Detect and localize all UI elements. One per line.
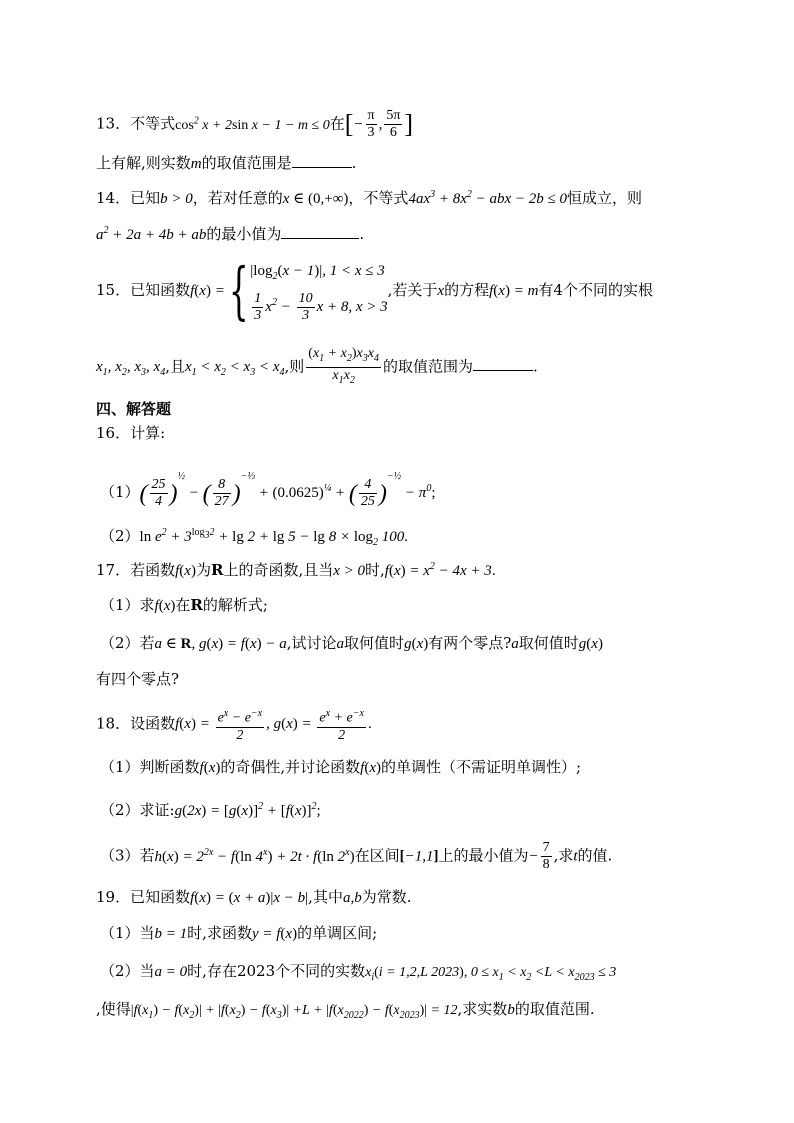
- question-14-line-2: [96, 220, 704, 246]
- text: ,试讨论: [286, 634, 337, 652]
- text: 在: [175, 596, 191, 614]
- formula: −: [528, 848, 539, 865]
- text: 的取值范围是: [201, 154, 292, 172]
- formula: a = 0: [154, 964, 188, 980]
- text: t: [573, 848, 578, 865]
- text: 上的奇函数,且当: [223, 561, 334, 579]
- text: a: [336, 636, 345, 652]
- question-18-part-3: [100, 840, 704, 873]
- text: .: [359, 225, 365, 243]
- text: 的单调区间;: [297, 924, 378, 942]
- question-14-line-1: [96, 184, 704, 210]
- part-label: （2）求证:: [100, 801, 175, 819]
- text: 时,求函数: [187, 924, 252, 942]
- text: 取何值时: [518, 634, 579, 652]
- text: 计算:: [130, 424, 166, 442]
- section-heading: 四、解答题: [96, 400, 172, 418]
- question-17-part-2-cont: [96, 668, 704, 690]
- text: R: [210, 561, 224, 579]
- formula: x > 0: [333, 563, 365, 579]
- formula: $a^2 + 2a + 4b$ + ab: [96, 225, 207, 243]
- part-label: （1）当: [100, 924, 155, 942]
- part-label: （3）若: [100, 846, 155, 865]
- formula: x ∈ (0,+∞): [282, 191, 349, 207]
- formula: [−1,1]: [399, 848, 439, 865]
- text: 不等式: [130, 114, 176, 133]
- formula: f(x) = $\frac{e^x - e^{-x}}{2}$ , g(x) = $\frac{e^x + e^{-x}}{2}$ .: [175, 708, 372, 743]
- text: ，若对任意的: [192, 189, 283, 207]
- text: b: [507, 1002, 515, 1018]
- answer-blank: [292, 153, 352, 168]
- answer-blank: [473, 356, 533, 371]
- text: ,则: [284, 357, 305, 376]
- formula: a ∈ R, g(x) = f(x) − a: [154, 636, 287, 652]
- formula: b > 0: [160, 191, 193, 207]
- formula: $\frac{\pi}{3}$: [367, 108, 375, 140]
- formula: $h(x) = 2^{2x} - f(\ln$ $4^x) + 2t \cdot f(\ln$ 2$^x$): [154, 846, 355, 865]
- question-number: 13．: [96, 114, 131, 133]
- question-number: 19．: [96, 888, 131, 906]
- text: 若函数: [130, 561, 176, 579]
- text: 有4个不同的实根: [538, 281, 653, 300]
- text: 上有解,则实数: [96, 154, 191, 172]
- question-16-line-1: [96, 422, 704, 444]
- text: 的单调性（不需证明单调性）;: [381, 758, 582, 776]
- text: 为: [195, 561, 211, 579]
- question-17-part-2: [100, 632, 704, 655]
- text: .: [532, 357, 538, 376]
- text: 的奇偶性,并讨论函数: [220, 758, 361, 776]
- part-label: （1）求: [100, 596, 155, 614]
- formula: $x_1$, $x_2$, $x_3$, $x_4$: [96, 359, 166, 379]
- text: ,使得: [96, 1000, 131, 1018]
- text: a: [511, 636, 519, 652]
- formula: $x_i(i = 1,2,L$ 2023), $0 \le x_1 < x_2 <L < x_{2023} \le 3$: [365, 965, 617, 983]
- text: m: [190, 156, 202, 172]
- text: 有两个零点?: [428, 634, 512, 652]
- part-label: （2）当: [100, 962, 155, 980]
- question-15-line-1: [96, 254, 653, 328]
- question-18-part-1: [100, 756, 704, 779]
- text: 时,存在2023个不同的实数: [187, 962, 366, 980]
- question-number: 18．: [96, 714, 131, 733]
- text: ,且: [165, 357, 185, 376]
- text: 为常数.: [361, 888, 412, 906]
- formula: $\frac{(x_1 + x_2)x_3x_4}{x_1x_2}$: [308, 346, 379, 386]
- text: 在区间: [354, 846, 400, 865]
- part-label: （2）: [100, 527, 140, 545]
- formula: $\ln e^2 + 3^{log_32} + \lg 2 + \lg 5 - \lg 8 \times \log_2 100$.: [139, 527, 408, 548]
- formula: f(x): [360, 760, 382, 776]
- question-number: 15．: [96, 281, 131, 300]
- question-19-line-1: [96, 886, 704, 909]
- text: 设函数: [130, 714, 176, 733]
- question-19-part-2-cont: [96, 998, 704, 1027]
- text: 有四个零点?: [96, 670, 180, 688]
- text: 的解析式;: [202, 596, 268, 614]
- text: 在: [329, 114, 345, 133]
- text: ,其中: [308, 888, 343, 906]
- formula: [: [344, 109, 354, 139]
- formula: ( $\frac{25}{4}$ )$^{\frac{1}{2}}$ − ( $\frac{8}{27}$ )$^{-\frac{1}{3}} + (0.0625)^{\frac{1}{4}}$ + ( $\frac{4}{25}$ )$^{-\frac{1}{2}} - \pi^0$;: [139, 471, 436, 510]
- formula: $\frac{7}{8}$: [542, 840, 550, 872]
- part-label: （2）若: [100, 634, 155, 652]
- text: ,求: [553, 846, 574, 865]
- text: 上的最小值为: [438, 846, 529, 865]
- text: .: [351, 154, 357, 172]
- question-number: 16．: [96, 424, 131, 442]
- text: 时,: [365, 561, 385, 579]
- formula: $|f(x_1) - f(x_2)| + |f(x_2) - f(x_3)| +L + |f(x_{2022}) - f(x_{2023})| = 12$: [130, 1003, 458, 1021]
- formula: $4ax^3 + 8x^2$ − abx − 2b ≤ 0: [408, 189, 568, 207]
- text: ,若关于: [387, 281, 438, 300]
- formula: −: [353, 116, 364, 133]
- formula: f(x) =: [190, 283, 225, 300]
- formula: g(x): [578, 636, 603, 652]
- question-number: 14．: [96, 189, 131, 207]
- formula: f(x): [175, 563, 196, 579]
- formula: $\cos^2 x + 2\sin$ x − 1 − m ≤ 0: [175, 114, 330, 133]
- formula: $\frac{5\pi}{6}$: [386, 108, 401, 140]
- formula: ,: [378, 116, 383, 133]
- text: 的值.: [577, 846, 613, 865]
- question-15-line-2: [96, 346, 704, 389]
- answer-blank: [281, 224, 359, 239]
- text: 恒成立，则: [567, 189, 643, 207]
- question-13-line-1: [96, 108, 704, 141]
- text: 的方程: [444, 281, 490, 300]
- text: a,b: [342, 890, 362, 906]
- question-18-part-2: [100, 796, 704, 822]
- formula: ]: [404, 109, 414, 139]
- question-13-line-2: [96, 152, 704, 175]
- text: ,求实数: [457, 1000, 508, 1018]
- question-16-part-2: [100, 522, 704, 554]
- part-label: （1）: [100, 483, 140, 501]
- formula: f(x): [199, 760, 221, 776]
- question-16-part-1: [100, 466, 704, 510]
- question-number: 17．: [96, 561, 131, 579]
- formula: f(x): [154, 598, 176, 614]
- question-18-line-1: [96, 706, 704, 744]
- brace-symbol: {: [228, 254, 249, 328]
- text: x: [437, 283, 445, 300]
- text: R: [190, 596, 203, 614]
- formula: y = f(x): [251, 926, 298, 942]
- question-19-part-1: [100, 922, 704, 945]
- formula: $x_1 < x_2 < x_3 < x_4$: [184, 359, 285, 379]
- formula: f(x) = m: [489, 283, 539, 300]
- formula: f(x) = (x + a)|x − b|: [190, 890, 309, 906]
- question-17-line-1: [96, 556, 704, 582]
- text: 已知函数: [130, 281, 191, 300]
- text: 已知: [130, 189, 161, 207]
- text: 取何值时: [344, 634, 405, 652]
- question-19-part-2: [100, 960, 704, 989]
- formula: $g(2x) = [g(x)]^2 + [f(x)]^2$;: [174, 801, 321, 819]
- formula: g(x): [404, 636, 429, 652]
- piecewise-cases: $|\log_2(x - 1)|$, 1 < x ≤ 3 $\frac{1}{3}$ $x^2$ − $\frac{10}{3}$ x + 8, x > 3: [250, 263, 388, 324]
- question-17-part-1: [100, 594, 704, 617]
- part-label: （1）判断函数: [100, 758, 200, 776]
- text: 的最小值为: [206, 225, 282, 243]
- text: 的取值范围.: [514, 1000, 595, 1018]
- text: 的取值范围为: [382, 357, 473, 376]
- text: ，不等式: [348, 189, 409, 207]
- text: 已知函数: [130, 888, 191, 906]
- formula: $f(x) = x^2 - 4x + 3$.: [384, 561, 496, 579]
- formula: b = 1: [154, 926, 188, 942]
